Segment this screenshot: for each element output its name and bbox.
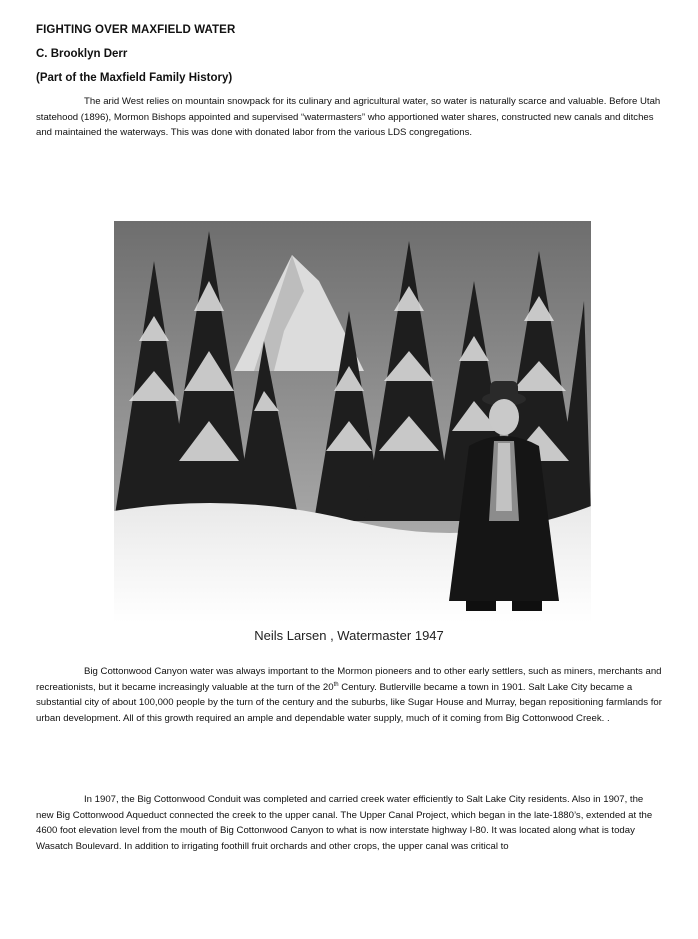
document-title: FIGHTING OVER MAXFIELD WATER bbox=[36, 24, 236, 36]
document-page bbox=[36, 24, 662, 852]
figure-photo bbox=[114, 221, 591, 623]
photo-watermaster bbox=[114, 221, 591, 623]
superscript-th: th bbox=[333, 681, 339, 688]
paragraph-history-part-b: Century. Butlerville became a town in 1901. Salt Lake City became a substantial city of about 100,000 people by the turn of the century and the suburbs, like Sugar House and Murray, began repositioning farmlands for urban development. All of this growth required an ample and dependable water supply, much of it coming from Big Cottonwood Creek. . bbox=[36, 681, 662, 724]
paragraph-history-part-a: Big Cottonwood Canyon water was always important to the Mormon pioneers and to other early settlers, such as miners, merchants and recreationists, but it became increasingly valuable at the turn of the 20 bbox=[36, 666, 662, 693]
paragraph-history bbox=[36, 664, 662, 726]
document-author: C. Brooklyn Derr bbox=[36, 48, 128, 60]
photo-caption: Neils Larsen , Watermaster 1947 bbox=[254, 628, 444, 643]
document-subtitle: (Part of the Maxfield Family History) bbox=[36, 72, 233, 84]
paragraph-intro: The arid West relies on mountain snowpack for its culinary and agricultural water, so water is naturally scarce and valuable. Before Utah statehood (1896), Mormon Bishops appointed and supervised “watermasters” who apportioned water shares, constructed new canals and ditches and maintained the waterways. This was done with donated labor from the various LDS congregations. bbox=[36, 96, 661, 139]
paragraph-1907: In 1907, the Big Cottonwood Conduit was completed and carried creek water efficiently to Salt Lake City residents. Also in 1907, the new Big Cottonwood Aqueduct connected the creek to the upper canal. The Upper Canal Project, which began in the late-1880’s, extended at the 4600 foot elevation level from the mouth of Big Cottonwood Canyon to what is now interstate highway I-80. It was located along what is today Wasatch Boulevard. In addition to irrigating foothill fruit orchards and other crops, the upper canal was critical to bbox=[36, 794, 653, 852]
